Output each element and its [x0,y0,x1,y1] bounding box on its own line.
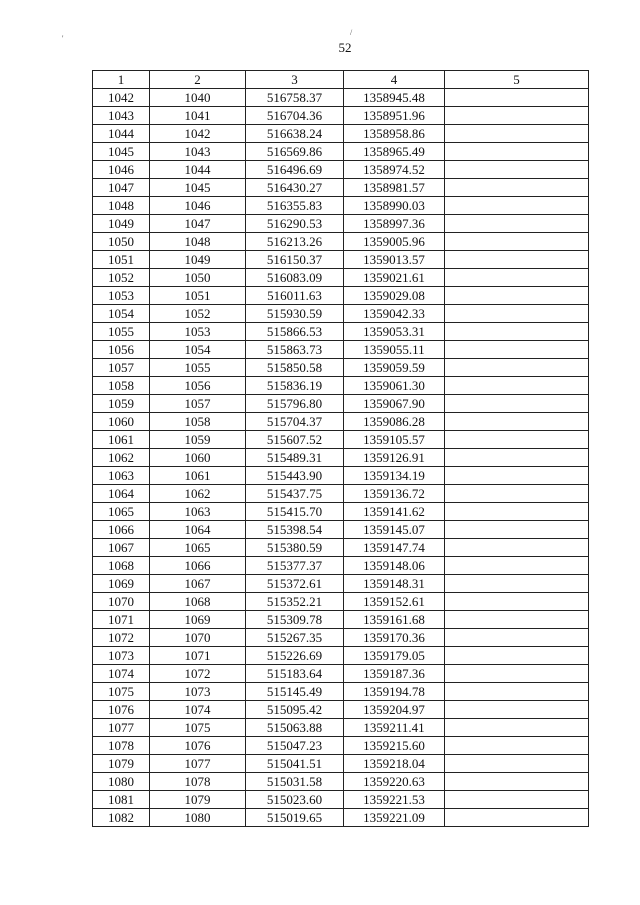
table-row [93,503,589,521]
table-cell: 516083.09 [246,269,344,287]
table-cell: 1058 [150,413,246,431]
table-cell: 1358990.03 [344,197,445,215]
table-cell: 1358945.48 [344,89,445,107]
table-cell: 1358974.52 [344,161,445,179]
table-cell: 1359061.30 [344,377,445,395]
table-cell: 1049 [150,251,246,269]
table-cell: 1071 [93,611,150,629]
table-cell: 1359148.06 [344,557,445,575]
table-cell: 1067 [93,539,150,557]
table-cell: 1358981.57 [344,179,445,197]
table-cell: 1060 [93,413,150,431]
table-row [93,143,589,161]
table-cell: 1043 [93,107,150,125]
table-row [93,737,589,755]
table-row [93,125,589,143]
table-cell: 1359141.62 [344,503,445,521]
table-cell: 1063 [93,467,150,485]
table-cell: 1064 [93,485,150,503]
table-row [93,323,589,341]
table-cell: 1359204.97 [344,701,445,719]
table-cell [445,395,589,413]
table-cell: 1047 [150,215,246,233]
table-row [93,593,589,611]
table-cell: 1042 [93,89,150,107]
table-cell: 1057 [150,395,246,413]
table-cell [445,737,589,755]
table-cell: 1075 [93,683,150,701]
table-row [93,485,589,503]
table-cell [445,287,589,305]
table-cell [445,125,589,143]
table-cell: 1059 [150,431,246,449]
table-row [93,269,589,287]
table-cell: 1054 [93,305,150,323]
table-row [93,197,589,215]
table-cell: 515607.52 [246,431,344,449]
table-cell: 1062 [150,485,246,503]
table-cell: 1359042.33 [344,305,445,323]
header-cell: 4 [344,71,445,89]
table-cell: 515031.58 [246,773,344,791]
table-cell [445,719,589,737]
table-cell: 1359134.19 [344,467,445,485]
scan-speck: / [350,28,353,37]
table-cell: 516496.69 [246,161,344,179]
table-cell: 1061 [150,467,246,485]
table-row [93,431,589,449]
table-cell: 515267.35 [246,629,344,647]
table-cell: 1071 [150,647,246,665]
table-row [93,377,589,395]
table-cell: 1049 [93,215,150,233]
table-cell: 1077 [93,719,150,737]
table-cell [445,197,589,215]
table-cell: 1066 [150,557,246,575]
scan-speck: ' [62,34,64,43]
table-cell: 515489.31 [246,449,344,467]
table-cell [445,575,589,593]
table-cell [445,305,589,323]
table-row [93,773,589,791]
table-cell: 1041 [150,107,246,125]
table-cell: 515704.37 [246,413,344,431]
table-cell: 1042 [150,125,246,143]
table-cell: 515226.69 [246,647,344,665]
table-row [93,233,589,251]
table-cell: 515145.49 [246,683,344,701]
header-cell: 2 [150,71,246,89]
table-cell [445,485,589,503]
table-row [93,215,589,233]
table-cell: 1051 [93,251,150,269]
table-cell: 1358958.86 [344,125,445,143]
table-cell [445,773,589,791]
table-cell: 1072 [93,629,150,647]
table-row [93,557,589,575]
table-cell [445,467,589,485]
table-body [93,89,589,827]
table-cell: 1359005.96 [344,233,445,251]
table-cell: 515437.75 [246,485,344,503]
table-cell: 1047 [93,179,150,197]
table-cell: 1359136.72 [344,485,445,503]
table-cell [445,323,589,341]
table-cell: 1359059.59 [344,359,445,377]
table-cell: 1065 [93,503,150,521]
table-cell [445,629,589,647]
table-cell: 1053 [93,287,150,305]
table-cell: 1359126.91 [344,449,445,467]
page-number: 52 [338,40,352,55]
table-cell: 1359067.90 [344,395,445,413]
table-cell: 1359170.36 [344,629,445,647]
table-cell: 515866.53 [246,323,344,341]
table-cell: 515415.70 [246,503,344,521]
table-cell: 1050 [150,269,246,287]
table-cell: 1359161.68 [344,611,445,629]
table-cell: 515063.88 [246,719,344,737]
table-cell: 1074 [150,701,246,719]
table-cell: 1066 [93,521,150,539]
table-row [93,575,589,593]
table-cell: 1359086.28 [344,413,445,431]
table-cell: 515041.51 [246,755,344,773]
table-row [93,161,589,179]
table-cell: 1359147.74 [344,539,445,557]
table-cell: 516213.26 [246,233,344,251]
table-cell: 515443.90 [246,467,344,485]
table-cell: 515047.23 [246,737,344,755]
table-cell: 1359220.63 [344,773,445,791]
table-cell: 1359053.31 [344,323,445,341]
table-cell: 1052 [93,269,150,287]
table-cell: 1359221.09 [344,809,445,827]
table-row [93,539,589,557]
table-cell: 1359152.61 [344,593,445,611]
header-cell: 1 [93,71,150,89]
table-cell: 1077 [150,755,246,773]
table-row [93,395,589,413]
table-cell: 1075 [150,719,246,737]
table-row [93,107,589,125]
table-cell: 1358997.36 [344,215,445,233]
table-row [93,647,589,665]
table-row [93,701,589,719]
table-cell [445,449,589,467]
table-cell: 516150.37 [246,251,344,269]
table-cell: 1068 [93,557,150,575]
table-cell: 1046 [150,197,246,215]
table-cell [445,143,589,161]
table-cell [445,647,589,665]
table-cell [445,809,589,827]
table-cell: 1054 [150,341,246,359]
table-cell [445,161,589,179]
table-cell: 515380.59 [246,539,344,557]
table-cell: 1046 [93,161,150,179]
table-row [93,449,589,467]
table-cell: 1359145.07 [344,521,445,539]
table-row [93,719,589,737]
table-row [93,287,589,305]
header-cell: 3 [246,71,344,89]
table-cell: 1061 [93,431,150,449]
table-cell: 1078 [93,737,150,755]
table-row [93,251,589,269]
table-cell: 515377.37 [246,557,344,575]
table-cell: 1073 [150,683,246,701]
table-cell [445,701,589,719]
table-cell: 1070 [93,593,150,611]
table-cell: 516355.83 [246,197,344,215]
table-cell: 1052 [150,305,246,323]
table-cell: 1045 [150,179,246,197]
header-row [93,71,589,89]
table-cell: 1065 [150,539,246,557]
table-cell: 1359013.57 [344,251,445,269]
table-cell: 1050 [93,233,150,251]
table-cell: 515309.78 [246,611,344,629]
table-cell: 1048 [150,233,246,251]
table-cell: 1078 [150,773,246,791]
table-cell: 516704.36 [246,107,344,125]
table-row [93,413,589,431]
table-cell: 1359179.05 [344,647,445,665]
table-cell: 515023.60 [246,791,344,809]
table-cell: 1074 [93,665,150,683]
table-cell [445,179,589,197]
table-cell: 1062 [93,449,150,467]
table-cell: 515863.73 [246,341,344,359]
table-cell: 1055 [93,323,150,341]
table-cell: 1053 [150,323,246,341]
table-cell [445,755,589,773]
table-cell [445,503,589,521]
table-cell: 1044 [150,161,246,179]
table-cell: 1359211.41 [344,719,445,737]
table-cell [445,413,589,431]
table-cell [445,791,589,809]
table-cell: 1359055.11 [344,341,445,359]
table-cell: 1358965.49 [344,143,445,161]
table-cell: 1082 [93,809,150,827]
table-cell: 1076 [150,737,246,755]
table-row [93,629,589,647]
table-cell: 1068 [150,593,246,611]
table-cell: 1072 [150,665,246,683]
table-cell: 1081 [93,791,150,809]
table-cell: 1079 [150,791,246,809]
table-cell [445,611,589,629]
table-cell: 515095.42 [246,701,344,719]
table-cell: 1359029.08 [344,287,445,305]
table-cell [445,107,589,125]
table-cell [445,377,589,395]
table-cell: 516290.53 [246,215,344,233]
table-cell: 1359215.60 [344,737,445,755]
table-cell: 1080 [93,773,150,791]
table-cell: 516569.86 [246,143,344,161]
table-cell: 1076 [93,701,150,719]
table-cell: 1067 [150,575,246,593]
table-header [93,71,589,89]
table-cell [445,251,589,269]
coordinates-table [92,70,589,827]
header-cell: 5 [445,71,589,89]
table-cell: 515352.21 [246,593,344,611]
table-cell [445,665,589,683]
table-cell: 515183.64 [246,665,344,683]
table-cell: 1048 [93,197,150,215]
table-row [93,467,589,485]
table-cell: 516638.24 [246,125,344,143]
table-cell [445,557,589,575]
table-cell [445,683,589,701]
table-row [93,809,589,827]
table-cell: 515930.59 [246,305,344,323]
table-cell: 515019.65 [246,809,344,827]
table-cell: 516430.27 [246,179,344,197]
table-cell: 1359194.78 [344,683,445,701]
table-row [93,359,589,377]
table-row [93,665,589,683]
table-cell [445,89,589,107]
table-cell: 515850.58 [246,359,344,377]
table-cell: 515398.54 [246,521,344,539]
table-cell: 515836.19 [246,377,344,395]
table-cell: 1055 [150,359,246,377]
table-cell: 1359187.36 [344,665,445,683]
table-cell [445,269,589,287]
table-row [93,611,589,629]
table-cell: 1045 [93,143,150,161]
table-cell: 1079 [93,755,150,773]
table-cell: 1056 [93,341,150,359]
table-row [93,341,589,359]
table-row [93,179,589,197]
table-cell: 516758.37 [246,89,344,107]
table-row [93,89,589,107]
table-cell: 1359148.31 [344,575,445,593]
table-cell: 1063 [150,503,246,521]
table-cell: 1080 [150,809,246,827]
table-row [93,521,589,539]
table-cell: 1059 [93,395,150,413]
table-row [93,683,589,701]
table-cell: 1358951.96 [344,107,445,125]
table-cell: 1044 [93,125,150,143]
table-row [93,305,589,323]
table-cell: 516011.63 [246,287,344,305]
table-cell: 1069 [93,575,150,593]
table-cell: 1051 [150,287,246,305]
table-cell [445,521,589,539]
table-cell: 1073 [93,647,150,665]
table-cell [445,593,589,611]
table-cell: 515796.80 [246,395,344,413]
table-cell: 1057 [93,359,150,377]
table-cell: 1064 [150,521,246,539]
table-cell: 1058 [93,377,150,395]
table-cell [445,215,589,233]
table-cell [445,341,589,359]
table-cell: 1359021.61 [344,269,445,287]
table-cell: 515372.61 [246,575,344,593]
table-cell: 1359218.04 [344,755,445,773]
table-cell [445,431,589,449]
table-cell [445,539,589,557]
table-cell: 1060 [150,449,246,467]
table-cell [445,359,589,377]
table-cell: 1043 [150,143,246,161]
table-cell: 1359105.57 [344,431,445,449]
table-row [93,755,589,773]
table-cell: 1040 [150,89,246,107]
table-cell: 1070 [150,629,246,647]
table-cell: 1359221.53 [344,791,445,809]
table-cell [445,233,589,251]
table-row [93,791,589,809]
table-cell: 1056 [150,377,246,395]
table-cell: 1069 [150,611,246,629]
